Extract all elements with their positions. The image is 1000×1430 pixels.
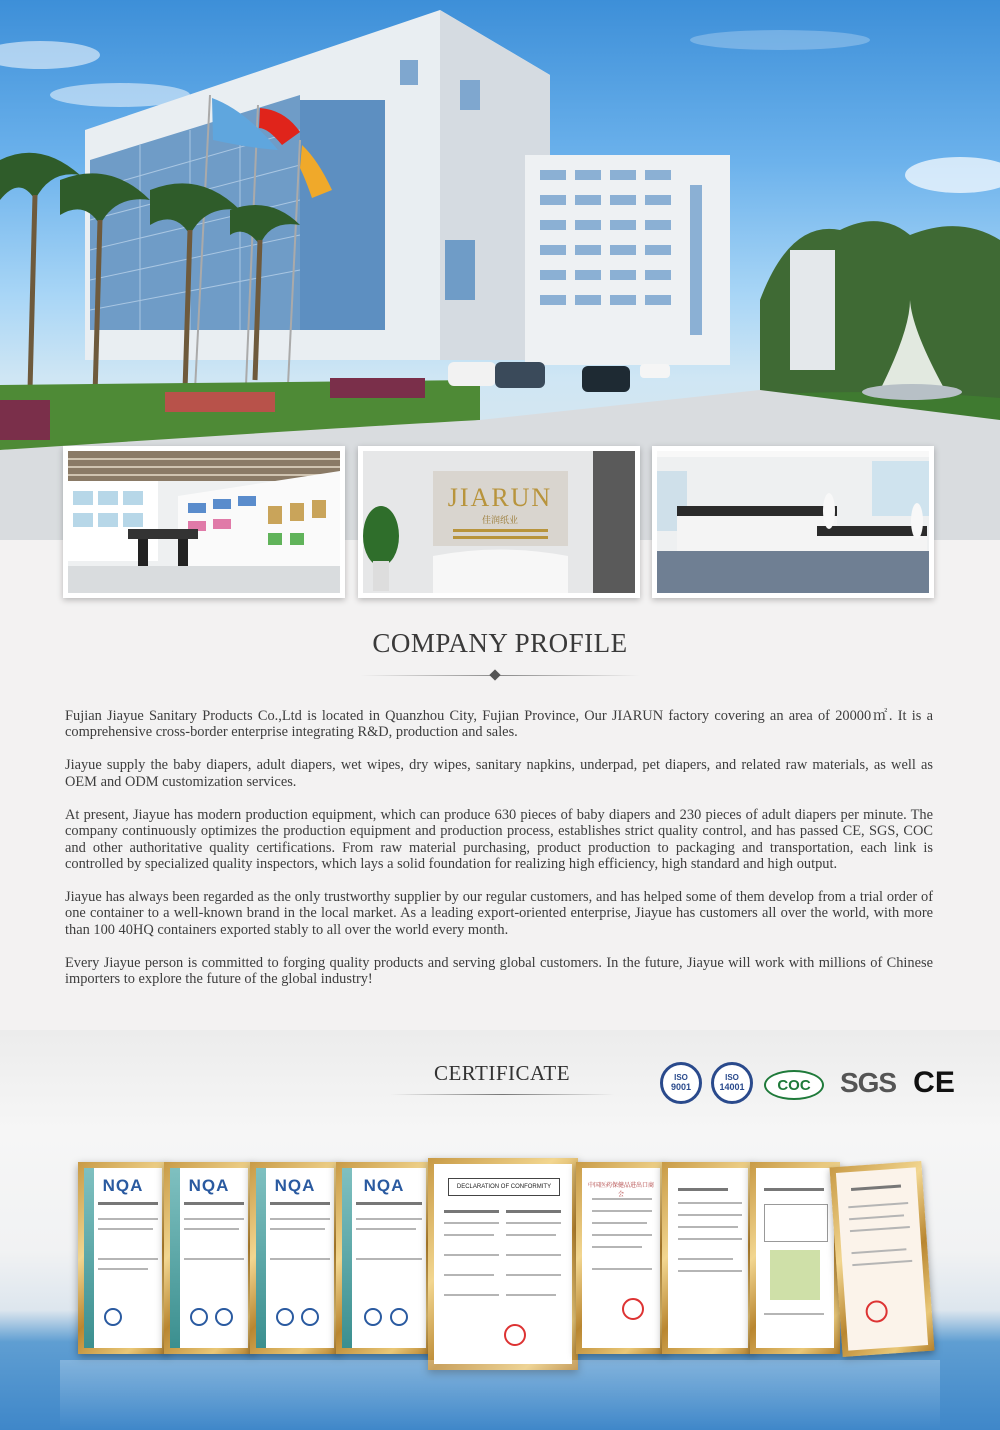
certificate-doc-3 (256, 1168, 334, 1348)
certificate-doc-4 (342, 1168, 426, 1348)
certificate-doc-9 (836, 1167, 928, 1350)
certificate-frame-9 (829, 1161, 934, 1357)
certificate-line (592, 1234, 652, 1236)
certification-seal-icon (215, 1308, 233, 1326)
certification-seal-icon (276, 1308, 294, 1326)
certificate-line (444, 1234, 494, 1236)
certificate-line (98, 1218, 158, 1220)
certificate-line (184, 1218, 244, 1220)
certificate-line (444, 1274, 494, 1276)
certificate-issuer-logo: NQA (102, 1176, 144, 1195)
certificate-line (592, 1198, 652, 1200)
certificate-issuer-logo: NQA (363, 1176, 405, 1195)
product-sample-photo (770, 1250, 820, 1300)
showroom-illustration (68, 451, 340, 593)
coc-badge: COC (764, 1070, 824, 1100)
certificate-line (678, 1188, 728, 1191)
certificate-line (98, 1258, 158, 1260)
certificate-doc-6 (582, 1168, 660, 1348)
iso14001-badge-num: 14001 (719, 1082, 745, 1092)
certificate-doc-7 (668, 1168, 748, 1348)
certification-seal-icon (301, 1308, 319, 1326)
certificate-issuer-logo: NQA (188, 1176, 230, 1195)
certification-seal-icon (190, 1308, 208, 1326)
certificate-frame-7 (662, 1162, 754, 1354)
profile-title-diamond (489, 669, 500, 680)
certificate-line (850, 1226, 910, 1232)
certificate-line (184, 1202, 244, 1205)
laboratory-photo (652, 446, 934, 598)
profile-paragraph-2: Jiayue supply the baby diapers, adult diapers, wet wipes, dry wipes, sanitary napkins, underpad, pet diapers, and related raw materials, as well as OEM and ODM customization services. (65, 757, 933, 790)
certificate-frame-4 (336, 1162, 432, 1354)
certificate-line (506, 1254, 561, 1256)
profile-paragraph-1: Fujian Jiayue Sanitary Products Co.,Ltd is located in Quanzhou City, Fujian Province, Our JIARUN factory covering an area of 20000㎡. It is a comprehensive cross-border enterprise integrating R&D, production and sales. (65, 708, 933, 741)
certificate-line (270, 1202, 330, 1205)
certificate-frame-6 (576, 1162, 666, 1354)
certificate-doc-2 (170, 1168, 248, 1348)
certificate-line (356, 1218, 422, 1220)
certificate-line (270, 1218, 330, 1220)
reception-logo-cn: 佳润纸业 (481, 516, 519, 526)
certificate-frame-1 (78, 1162, 168, 1354)
company-stamp-icon (865, 1300, 888, 1323)
profile-paragraph-5: Every Jiayue person is committed to forging quality products and serving global customers. In the future, Jiayue will work with millions of Chinese importers to explore the future of the global industry! (65, 954, 933, 988)
certificate-line (678, 1214, 742, 1216)
certificate-frame-8 (750, 1162, 840, 1354)
certificate-line (678, 1226, 738, 1228)
certificate-line (506, 1222, 561, 1224)
laboratory-illustration (657, 451, 929, 593)
certificate-line (851, 1248, 906, 1254)
company-stamp-icon (504, 1324, 526, 1346)
certificate-doc-5 (434, 1164, 572, 1364)
declaration-header: DECLARATION OF CONFORMITY (448, 1178, 560, 1196)
certificate-line (506, 1210, 561, 1213)
certificate-line (506, 1294, 556, 1296)
test-results-table (764, 1204, 828, 1242)
certificate-frame-2 (164, 1162, 254, 1354)
iso14001-badge (711, 1062, 753, 1104)
certificate-line (678, 1258, 733, 1260)
ce-badge: CE (913, 1066, 955, 1099)
certificate-line (764, 1188, 824, 1191)
certificate-line (592, 1210, 652, 1212)
certificate-line (444, 1210, 499, 1213)
certificate-line (851, 1185, 901, 1191)
iso9001-badge-top: ISO (674, 1073, 688, 1082)
certification-seal-icon (390, 1308, 408, 1326)
reception-logo-text: JIARUN (447, 483, 553, 512)
certificate-line (356, 1258, 422, 1260)
certificate-line (270, 1258, 330, 1260)
certificate-line (184, 1228, 239, 1230)
certificate-line (356, 1228, 416, 1230)
certificate-frame-5 (428, 1158, 578, 1370)
chamber-header: 中国医药保健品进出口商会 (587, 1182, 654, 1198)
certification-seal-icon (364, 1308, 382, 1326)
iso9001-badge (660, 1062, 702, 1104)
company-profile-body (65, 708, 933, 1004)
certificate-line (678, 1202, 742, 1204)
certification-seal-icon (104, 1308, 122, 1326)
certificate-line (849, 1214, 904, 1220)
certificate-doc-8 (756, 1168, 834, 1348)
certificate-line (184, 1258, 244, 1260)
certificate-line (592, 1222, 647, 1224)
certificate-line (506, 1234, 556, 1236)
reception-photo (358, 446, 640, 598)
certificate-line (848, 1202, 908, 1208)
showroom-photo (63, 446, 345, 598)
certificate-line (592, 1268, 652, 1270)
certificate-line (98, 1268, 148, 1270)
profile-paragraph-3: At present, Jiayue has modern production equipment, which can produce 630 pieces of baby diapers and 230 pieces of adult diapers per minute. The company continuously optimizes the production equipment and production process, establishes strict quality control, and has passed CE, SGS, COC and other authoritative quality certifications. From raw material purchasing, product production to packaging and transportation, each link is controlled by specialized quality inspectors, which lays a solid foundation for realizing high efficiency, high standard and high output. (65, 806, 933, 873)
certificate-line (444, 1294, 499, 1296)
certificate-title-rule (390, 1094, 615, 1095)
certificate-frame-3 (250, 1162, 340, 1354)
certificate-doc-1 (84, 1168, 162, 1348)
company-profile-title: COMPANY PROFILE (372, 628, 628, 658)
chamber-stamp-icon (622, 1298, 644, 1320)
certificate-issuer-logo: NQA (274, 1176, 316, 1195)
certificate-title: CERTIFICATE (433, 1061, 571, 1085)
certificate-line (444, 1254, 499, 1256)
certificate-line (852, 1260, 912, 1266)
iso9001-badge-num: 9001 (670, 1082, 692, 1092)
reception-illustration (363, 451, 635, 593)
sgs-badge: SGS (839, 1067, 897, 1098)
certificate-line (356, 1202, 422, 1205)
certificate-line (98, 1202, 158, 1205)
certificate-line (678, 1270, 742, 1272)
certificate-line (270, 1228, 325, 1230)
certificate-line (444, 1222, 499, 1224)
certificate-reflection (60, 1360, 940, 1430)
iso14001-badge-top: ISO (725, 1073, 739, 1082)
profile-paragraph-4: Jiayue has always been regarded as the only trustworthy supplier by our regular customers, and has helped some of them develop from a trial order of one container to a well-known brand in the local market. As a leading export-oriented enterprise, Jiayue has customers all over the world, with more than 100 40HQ containers exported stably to all over the world every month. (65, 889, 933, 938)
certificate-line (592, 1246, 642, 1248)
certificate-line (764, 1313, 824, 1315)
certificate-line (506, 1274, 561, 1276)
certificate-line (678, 1238, 742, 1240)
certificate-line (98, 1228, 153, 1230)
